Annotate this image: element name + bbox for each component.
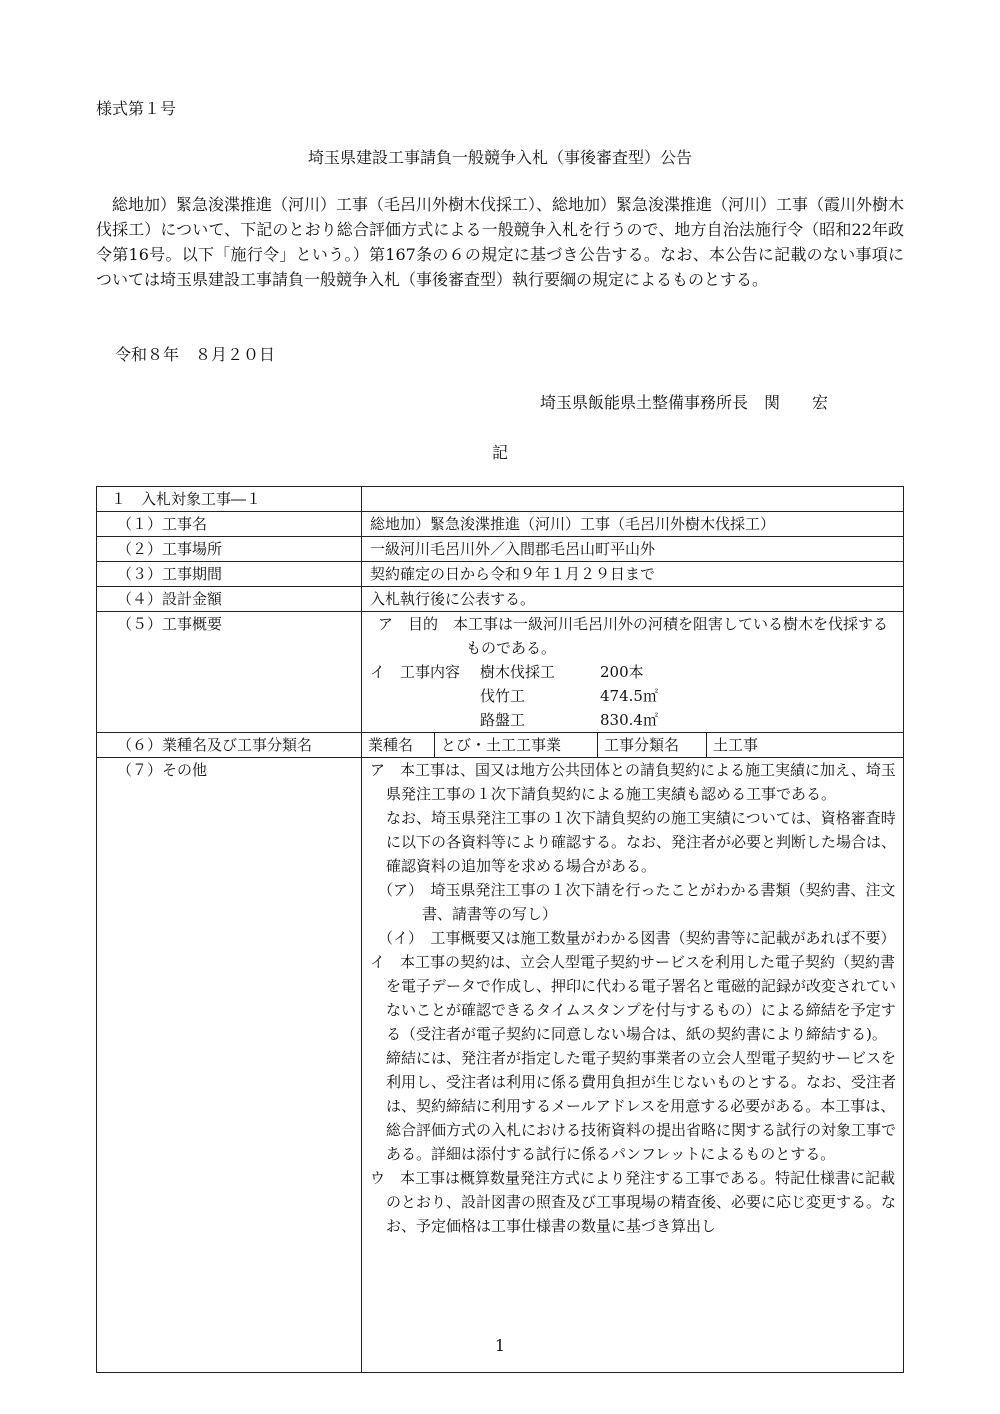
row-label: （２）工事場所 xyxy=(97,537,362,562)
other-item-b: イ 本工事の契約は、立会人型電子契約サービスを利用した電子契約（契約書を電子データで作成し、押印に代わる電子署名と電磁的記録が改変されていないことが確認できるタイムスタンプを付与するもの）による締結を予定する（受注者が電子契約に同意しない場合は、紙の契約書により締結する)。締結には、発注者が指定した電子契約事業者の立会人型電子契約サービスを利用し、受注者は利用に係る費用負担が生じないものとする。なお、受注者は、契約締結に利用するメールアドレスを用意する必要がある。本工事は、総合評価方式の入札における技術資料の提出省略に関する試行の対象工事である。詳細は添付する試行に係るパンフレットによるものとする。 xyxy=(370,953,897,1163)
work-item xyxy=(370,708,897,732)
table-row xyxy=(97,562,904,587)
work-qty: 474.5㎡ xyxy=(600,687,658,705)
table-row xyxy=(97,487,904,512)
work-name: 樹木伐採工 xyxy=(480,663,556,681)
document-title: 埼玉県建設工事請負一般競争入札（事後審査型）公告 xyxy=(307,148,692,167)
other-item-a2: （イ） 工事概要又は施工数量がわかる図書（契約書等に記載があれば不要） xyxy=(378,929,896,947)
other-item-c: ウ 本工事は概算数量発注方式により発注する工事である。特記仕様書に記載のとおり、設計図書の照査及び工事現場の精査後、必要に応じ変更する。なお、予定価格は工事仕様書の数量に基づき算出し xyxy=(370,1169,897,1235)
row-value: 総地加）緊急浚渫推進（河川）工事（毛呂川外樹木伐採工） xyxy=(362,512,904,537)
overview-cell xyxy=(362,612,904,733)
work-qty: 830.4㎡ xyxy=(600,711,658,729)
work-content-label: イ 工事内容 xyxy=(370,663,461,681)
row-label: （５）工事概要 xyxy=(97,612,362,733)
page-number: 1 xyxy=(494,1336,506,1355)
table-row xyxy=(97,537,904,562)
work-item xyxy=(370,684,897,708)
issuer: 埼玉県飯能県土整備事務所長 関 宏 xyxy=(540,393,829,412)
other-item-a1: （ア） 埼玉県発注工事の１次下請を行ったことがわかる書類（契約書、注文書、請書等の写し） xyxy=(378,881,896,923)
cell-empty xyxy=(362,487,904,512)
table-row xyxy=(97,733,904,758)
category-key: 工事分類名 xyxy=(598,733,707,757)
other-item-a: ア 本工事は、国又は地方公共団体との請負契約による施工実績に加え、埼玉県発注工事の１次下請負契約による施工実績も認める工事である。 xyxy=(370,761,896,803)
ki-heading: 記 xyxy=(491,443,508,462)
table-row xyxy=(97,758,904,1373)
row-value: 入札執行後に公表する。 xyxy=(362,587,904,612)
classification-cell xyxy=(362,733,904,758)
other-cell xyxy=(362,758,904,1373)
work-name: 伐竹工 xyxy=(480,687,526,705)
row-label: （７）その他 xyxy=(97,758,362,1373)
overview-purpose: ア 目的 本工事は一級河川毛呂川外の河積を阻害している樹木を伐採するものである。 xyxy=(378,615,889,657)
work-qty: 200本 xyxy=(600,663,644,681)
other-item-a-note: なお、埼玉県発注工事の１次下請負契約の施工実績については、資格審査時に以下の各資料等により確認する。なお、発注者が必要と判断した場合は、確認資料の追加等を求める場合がある。 xyxy=(386,809,897,875)
table-row xyxy=(97,587,904,612)
section-heading: １ 入札対象工事―１ xyxy=(97,487,362,512)
intro-paragraph: 総地加）緊急浚渫推進（河川）工事（毛呂川外樹木伐採工）、総地加）緊急浚渫推進（河川）工事（霞川外樹木伐採工）について、下記のとおり総合評価方式による一般競争入札を行うので、地方自治法施行令（昭和22年政令第16号。以下「施行令」という。）第167条の６の規定に基づき公告する。なお、本公告に記載のない事項については埼玉県建設工事請負一般競争入札（事後審査型）執行要綱の規定によるものとする。 xyxy=(96,195,905,289)
row-label: （３）工事期間 xyxy=(97,562,362,587)
form-number: 様式第１号 xyxy=(96,99,177,118)
row-label: （１）工事名 xyxy=(97,512,362,537)
bid-target-table xyxy=(96,486,904,1373)
row-label: （６）業種名及び工事分類名 xyxy=(97,733,362,758)
category-value: 土工事 xyxy=(707,733,904,757)
table-row xyxy=(97,512,904,537)
classification-table xyxy=(362,733,903,757)
work-item xyxy=(370,660,897,684)
table-row xyxy=(97,612,904,733)
row-value: 一級河川毛呂川外／入間郡毛呂山町平山外 xyxy=(362,537,904,562)
notice-date: 令和８年 ８月２０日 xyxy=(115,345,276,364)
industry-value: とび・土工工事業 xyxy=(435,733,598,757)
row-label: （４）設計金額 xyxy=(97,587,362,612)
industry-key: 業種名 xyxy=(368,736,414,754)
row-value: 契約確定の日から令和９年１月２９日まで xyxy=(362,562,904,587)
work-name: 路盤工 xyxy=(480,711,526,729)
